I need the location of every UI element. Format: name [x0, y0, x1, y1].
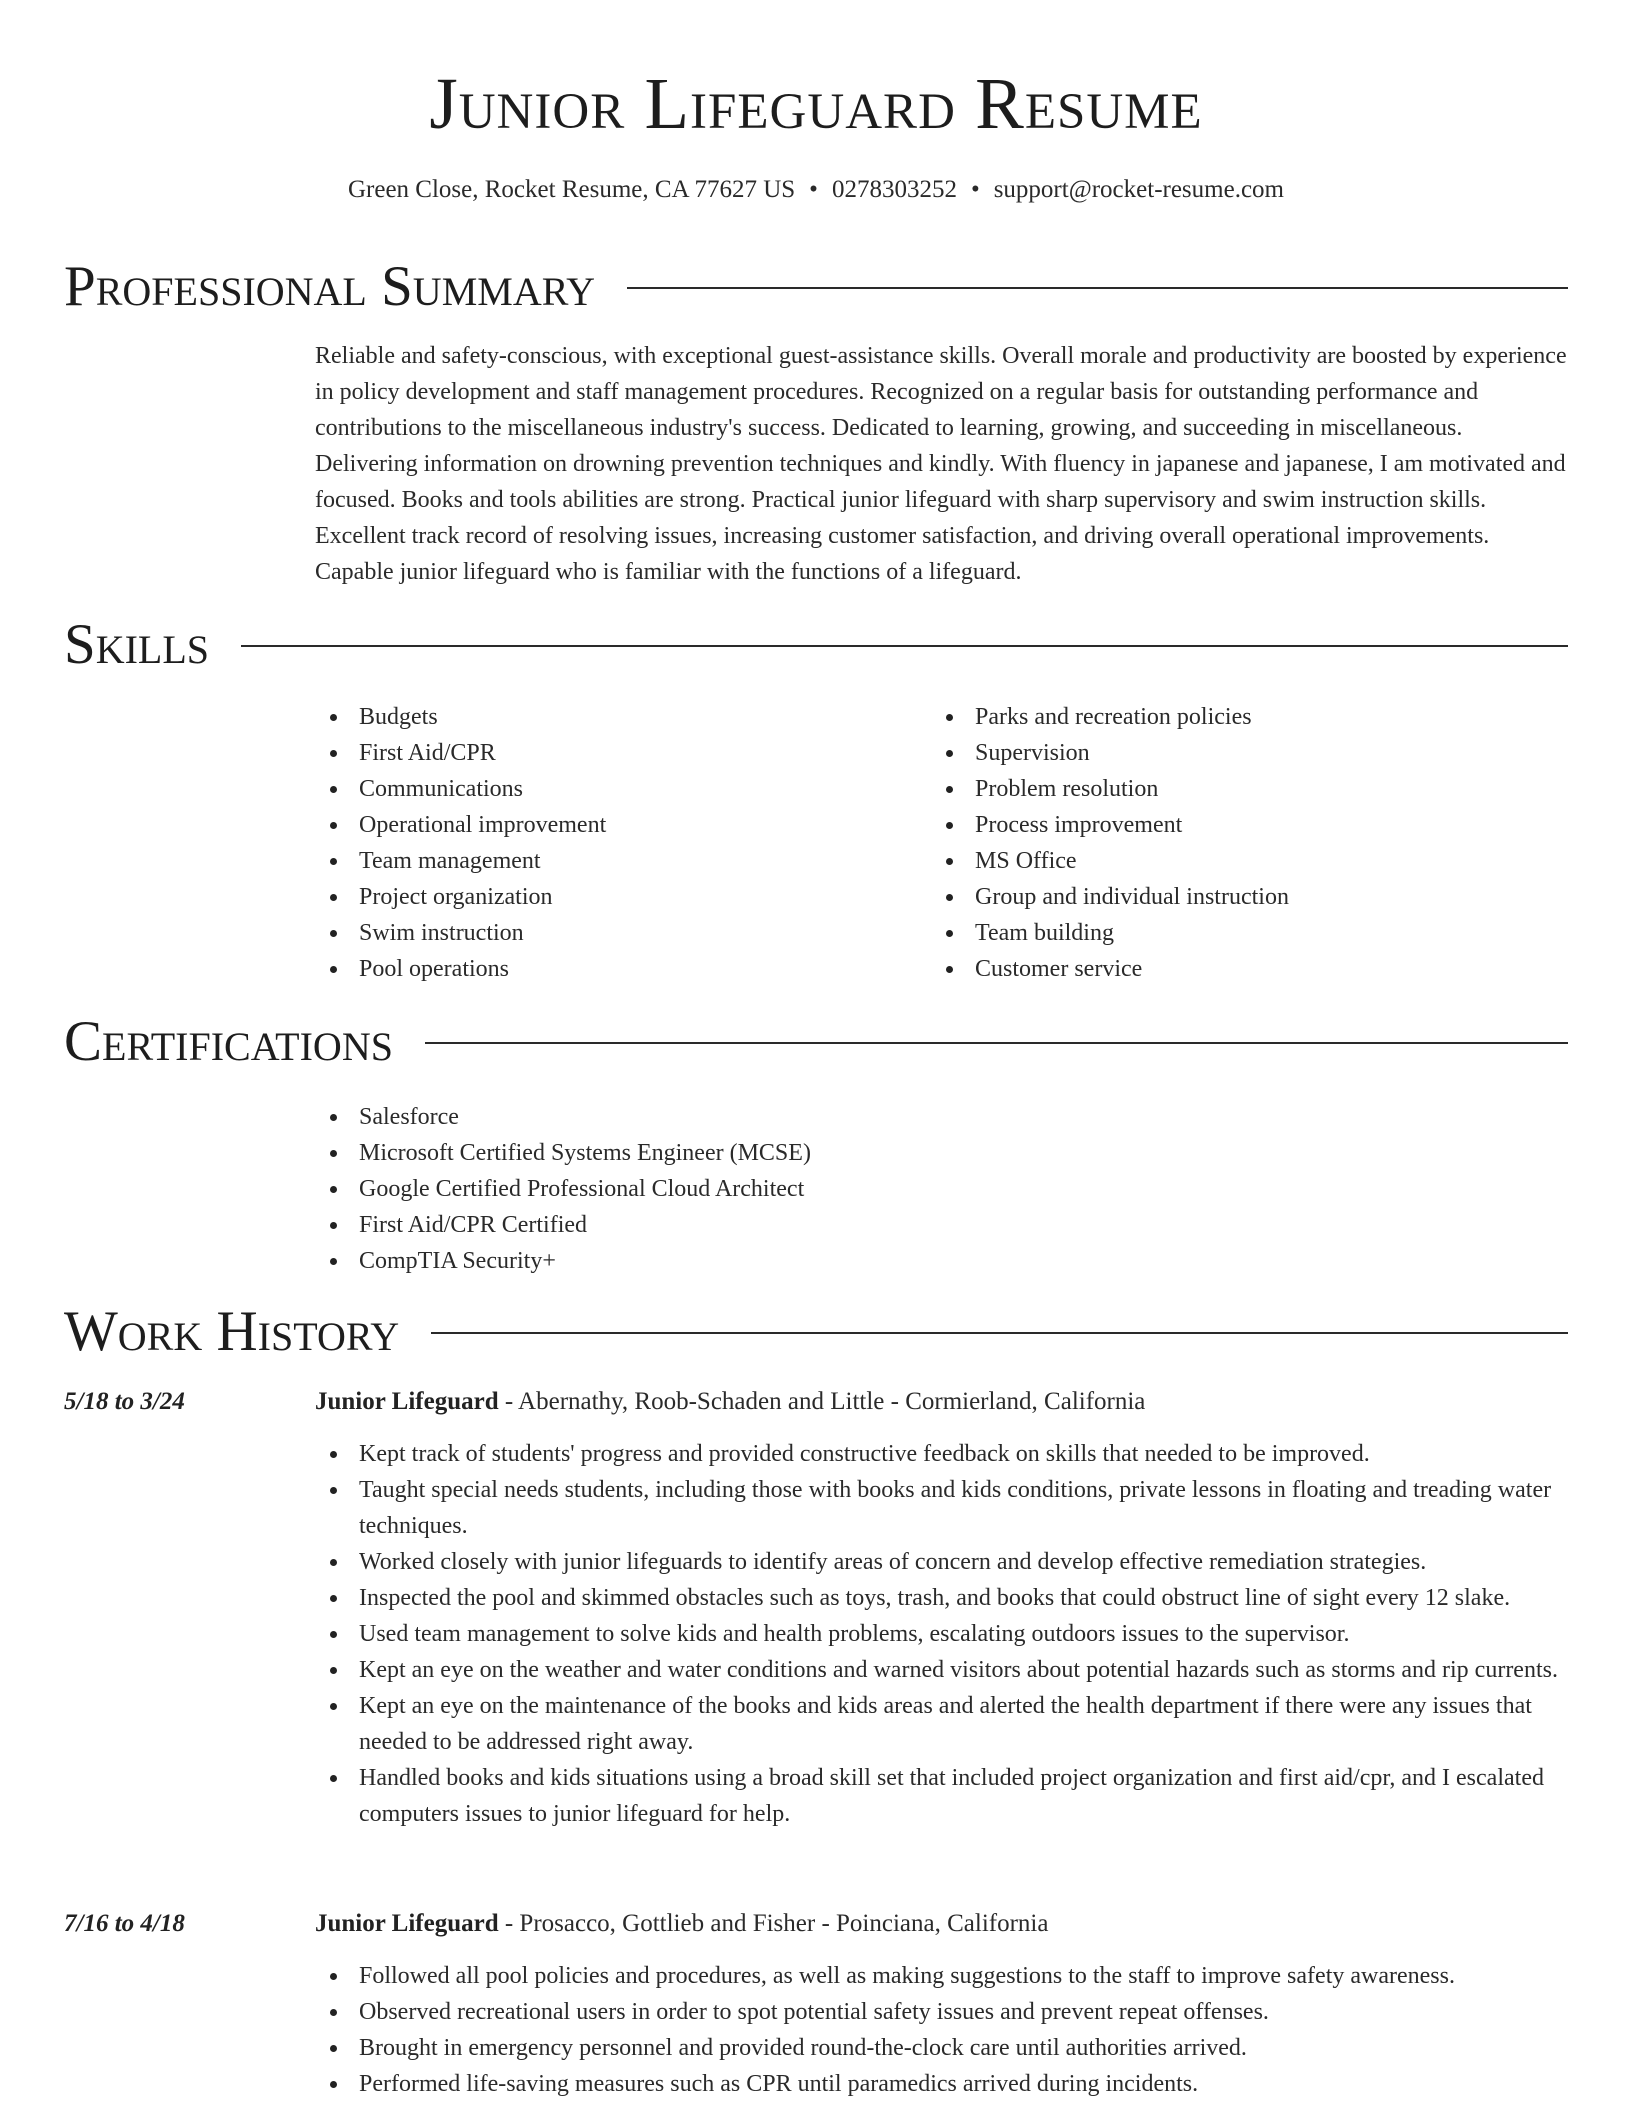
job-title: Junior Lifeguard	[315, 1388, 499, 1415]
job-duty-item: Performed life-saving measures such as CPR until paramedics arrived during incidents.	[315, 2066, 1568, 2102]
skill-item: Parks and recreation policies	[931, 699, 1531, 735]
section-heading: Work History	[64, 1300, 400, 1363]
section-divider	[431, 1332, 1568, 1334]
job-duty-item: Kept an eye on the maintenance of the books and kids areas and alerted the health department if there were any issues that needed to be addressed right away.	[315, 1688, 1568, 1760]
job-duty-item: Worked closely with junior lifeguards to identify areas of concern and develop effective remediation strategies.	[315, 1544, 1568, 1580]
section-certifications	[64, 1007, 1568, 1077]
skill-item: Team building	[931, 915, 1531, 951]
skill-item: Swim instruction	[315, 915, 915, 951]
job-title-line	[315, 1906, 1048, 1942]
job-duty-item: Used team management to solve kids and health problems, escalating outdoors issues to the supervisor.	[315, 1616, 1568, 1652]
job-duty-item: Kept track of students' progress and provided constructive feedback on skills that needed to be improved.	[315, 1436, 1568, 1472]
skill-item: Process improvement	[931, 807, 1531, 843]
certifications-list	[315, 1099, 1515, 1279]
skill-item: Operational improvement	[315, 807, 915, 843]
summary-text: Reliable and safety-conscious, with exceptional guest-assistance skills. Overall morale and productivity are boosted by experience in policy development and staff management procedures. Recognized on a regular basis for outstanding performance and contributions to the miscellaneous industry's success. Dedicated to learning, growing, and succeeding in miscellaneous. Delivering information on drowning prevention techniques and kindly. With fluency in japanese and japanese, I am motivated and focused. Books and tools abilities are strong. Practical junior lifeguard with sharp supervisory and swim instruction skills. Excellent track record of resolving issues, increasing customer satisfaction, and driving overall operational improvements. Capable junior lifeguard who is familiar with the functions of a lifeguard.	[315, 343, 1567, 585]
skill-item: Pool operations	[315, 951, 915, 987]
contact-line	[0, 173, 1632, 207]
job-duty-item: Observed recreational users in order to spot potential safety issues and prevent repeat offenses.	[315, 1994, 1568, 2030]
section-heading: Professional Summary	[64, 255, 596, 318]
skill-item: Team management	[315, 843, 915, 879]
job-duty-item: Brought in emergency personnel and provided round-the-clock care until authorities arrived.	[315, 2030, 1568, 2066]
section-divider	[241, 645, 1568, 647]
certification-item: Salesforce	[315, 1099, 1515, 1135]
section-skills	[64, 610, 1568, 680]
job-duties-list	[315, 1958, 1568, 2102]
contact-separator: •	[970, 176, 980, 203]
skill-item: Project organization	[315, 879, 915, 915]
job-duty-item: Inspected the pool and skimmed obstacles such as toys, trash, and books that could obstruct line of sight every 12 slake.	[315, 1580, 1568, 1616]
job-title-line	[315, 1384, 1145, 1420]
skill-item: Communications	[315, 771, 915, 807]
contact-email: support@rocket-resume.com	[993, 176, 1284, 203]
skill-item: Budgets	[315, 699, 915, 735]
job-dates: 5/18 to 3/24	[64, 1388, 185, 1415]
job-employer: - Abernathy, Roob-Schaden and Little - Cormierland, California	[498, 1388, 1146, 1415]
skill-item: Supervision	[931, 735, 1531, 771]
job-title: Junior Lifeguard	[315, 1910, 499, 1937]
job-dates: 7/16 to 4/18	[64, 1910, 185, 1937]
contact-address: Green Close, Rocket Resume, CA 77627 US	[347, 176, 796, 203]
skills-list-right	[931, 699, 1531, 987]
certification-item: First Aid/CPR Certified	[315, 1207, 1515, 1243]
skills-list-left	[315, 699, 915, 987]
job-duty-item: Followed all pool policies and procedures, as well as making suggestions to the staff to improve safety awareness.	[315, 1958, 1568, 1994]
certification-item: Google Certified Professional Cloud Architect	[315, 1171, 1515, 1207]
job-duty-item: Handled books and kids situations using a broad skill set that included project organization and first aid/cpr, and I escalated computers issues to junior lifeguard for help.	[315, 1760, 1568, 1832]
job-duty-item: Kept an eye on the weather and water conditions and warned visitors about potential hazards such as storms and rip currents.	[315, 1652, 1568, 1688]
section-divider	[425, 1042, 1568, 1044]
resume-title: Junior Lifeguard Resume	[429, 63, 1203, 144]
section-professional-summary	[64, 252, 1568, 322]
job-duty-item: Taught special needs students, including those with books and kids conditions, private lessons in floating and treading water techniques.	[315, 1472, 1568, 1544]
skill-item: Group and individual instruction	[931, 879, 1531, 915]
contact-separator: •	[809, 176, 818, 203]
skill-item: MS Office	[931, 843, 1531, 879]
skill-item: First Aid/CPR	[315, 735, 915, 771]
skill-item: Problem resolution	[931, 771, 1531, 807]
section-heading: Skills	[64, 613, 210, 676]
skill-item: Customer service	[931, 951, 1531, 987]
certification-item: CompTIA Security+	[315, 1243, 1515, 1279]
certification-item: Microsoft Certified Systems Engineer (MCSE)	[315, 1135, 1515, 1171]
section-heading: Certifications	[64, 1010, 393, 1073]
job-employer: - Prosacco, Gottlieb and Fisher - Poinciana, California	[498, 1910, 1049, 1937]
contact-phone: 0278303252	[831, 176, 957, 203]
job-duties-list	[315, 1436, 1568, 1832]
section-work-history	[64, 1297, 1568, 1367]
section-divider	[627, 287, 1568, 289]
